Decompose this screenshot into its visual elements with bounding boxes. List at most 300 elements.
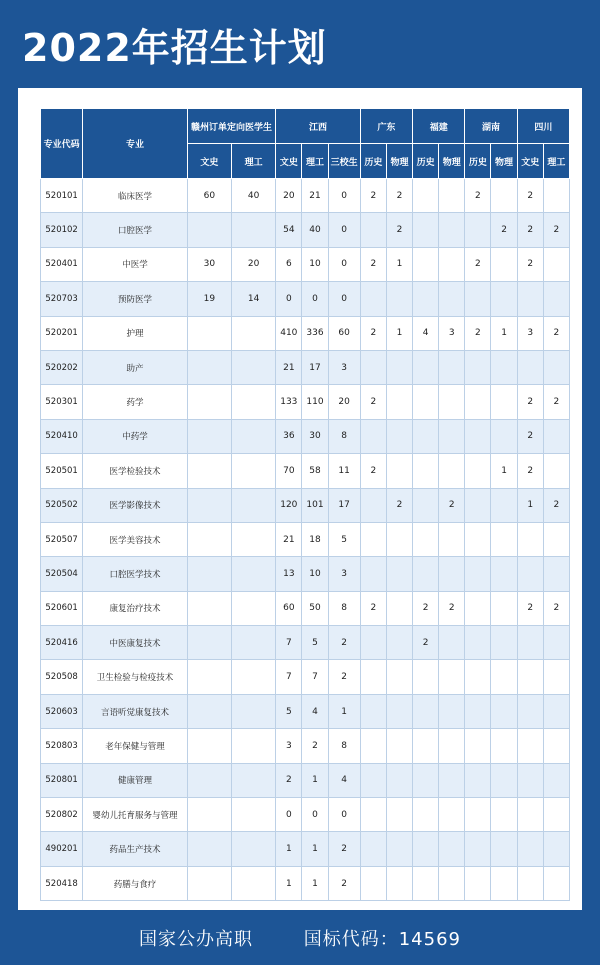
quota-cell: 2: [543, 316, 569, 350]
quota-cell: [439, 522, 465, 556]
quota-cell: [491, 591, 517, 625]
quota-cell: [232, 694, 276, 728]
quota-cell: [491, 660, 517, 694]
quota-cell: [187, 660, 231, 694]
quota-cell: [413, 213, 439, 247]
major-name-cell: 中医学: [83, 247, 188, 281]
quota-cell: 0: [276, 798, 302, 832]
quota-cell: 3: [328, 557, 360, 591]
quota-cell: [465, 488, 491, 522]
quota-cell: 20: [232, 247, 276, 281]
quota-cell: [386, 454, 412, 488]
quota-cell: 18: [302, 522, 328, 556]
quota-cell: 2: [360, 385, 386, 419]
quota-cell: 2: [386, 179, 412, 213]
quota-cell: 6: [276, 247, 302, 281]
page-title: 2022年招生计划: [22, 26, 327, 70]
quota-cell: [413, 350, 439, 384]
quota-cell: 60: [187, 179, 231, 213]
quota-cell: [386, 832, 412, 866]
major-code-cell: 520502: [41, 488, 83, 522]
quota-cell: [413, 798, 439, 832]
header-code: 专业代码: [41, 109, 83, 179]
quota-cell: [187, 591, 231, 625]
quota-cell: [413, 557, 439, 591]
major-name-cell: 医学美容技术: [83, 522, 188, 556]
quota-cell: [360, 488, 386, 522]
quota-cell: 2: [328, 660, 360, 694]
quota-cell: [491, 798, 517, 832]
quota-cell: [543, 660, 569, 694]
major-code-cell: 520508: [41, 660, 83, 694]
quota-cell: [491, 763, 517, 797]
quota-cell: [517, 660, 543, 694]
quota-cell: [517, 694, 543, 728]
quota-cell: 1: [386, 247, 412, 281]
header-group-guangdong: 广东: [360, 109, 412, 144]
quota-cell: 2: [360, 454, 386, 488]
quota-cell: 2: [328, 832, 360, 866]
quota-cell: [491, 729, 517, 763]
quota-cell: [543, 282, 569, 316]
quota-cell: 7: [302, 660, 328, 694]
quota-cell: [360, 557, 386, 591]
header-sub: 物理: [386, 144, 412, 179]
quota-cell: 2: [439, 488, 465, 522]
major-name-cell: 老年保健与管理: [83, 729, 188, 763]
quota-cell: 1: [328, 694, 360, 728]
quota-cell: 5: [328, 522, 360, 556]
quota-cell: [517, 763, 543, 797]
quota-cell: 2: [360, 247, 386, 281]
quota-cell: 2: [302, 729, 328, 763]
quota-cell: 2: [413, 626, 439, 660]
quota-cell: 3: [517, 316, 543, 350]
quota-cell: [232, 557, 276, 591]
quota-cell: 0: [328, 213, 360, 247]
quota-cell: [187, 694, 231, 728]
quota-cell: 2: [543, 385, 569, 419]
quota-cell: [439, 832, 465, 866]
quota-cell: [187, 866, 231, 900]
quota-cell: 17: [328, 488, 360, 522]
header-group-sichuan: 四川: [517, 109, 569, 144]
quota-cell: 7: [276, 626, 302, 660]
quota-cell: 8: [328, 729, 360, 763]
quota-cell: [439, 763, 465, 797]
quota-cell: [491, 282, 517, 316]
quota-cell: [465, 798, 491, 832]
quota-cell: [413, 660, 439, 694]
quota-cell: [187, 626, 231, 660]
table-row: [41, 763, 570, 797]
quota-cell: [360, 282, 386, 316]
quota-cell: [465, 522, 491, 556]
quota-cell: [543, 694, 569, 728]
quota-cell: 7: [276, 660, 302, 694]
quota-cell: [517, 832, 543, 866]
quota-cell: 1: [491, 316, 517, 350]
header-sub: 历史: [360, 144, 386, 179]
major-name-cell: 康复治疗技术: [83, 591, 188, 625]
quota-cell: 2: [465, 179, 491, 213]
quota-cell: [543, 763, 569, 797]
quota-cell: [491, 866, 517, 900]
quota-cell: [386, 522, 412, 556]
quota-cell: [543, 798, 569, 832]
major-code-cell: 520801: [41, 763, 83, 797]
quota-cell: [491, 522, 517, 556]
quota-cell: 2: [386, 488, 412, 522]
header-group-ganzhou: 赣州订单定向医学生: [187, 109, 275, 144]
quota-cell: [187, 419, 231, 453]
quota-cell: 2: [328, 866, 360, 900]
major-name-cell: 护理: [83, 316, 188, 350]
quota-cell: [413, 247, 439, 281]
quota-cell: 410: [276, 316, 302, 350]
quota-cell: [187, 385, 231, 419]
major-code-cell: 520202: [41, 350, 83, 384]
quota-cell: [439, 454, 465, 488]
quota-cell: 70: [276, 454, 302, 488]
quota-cell: [386, 350, 412, 384]
major-name-cell: 口腔医学技术: [83, 557, 188, 591]
quota-cell: 2: [276, 763, 302, 797]
table-body: [41, 179, 570, 901]
quota-cell: [360, 694, 386, 728]
table-row: [41, 660, 570, 694]
major-name-cell: 预防医学: [83, 282, 188, 316]
table-row: [41, 282, 570, 316]
quota-cell: 54: [276, 213, 302, 247]
quota-cell: [413, 282, 439, 316]
quota-cell: 2: [465, 316, 491, 350]
quota-cell: [465, 694, 491, 728]
quota-cell: 2: [360, 591, 386, 625]
quota-cell: 21: [302, 179, 328, 213]
quota-cell: 1: [386, 316, 412, 350]
quota-cell: 40: [232, 179, 276, 213]
header-major: 专业: [83, 109, 188, 179]
quota-cell: 0: [302, 798, 328, 832]
major-name-cell: 中医康复技术: [83, 626, 188, 660]
quota-cell: 0: [328, 798, 360, 832]
quota-cell: [439, 282, 465, 316]
header-sub: 理工: [543, 144, 569, 179]
quota-cell: [386, 660, 412, 694]
quota-cell: [386, 557, 412, 591]
header-sub: 文史: [187, 144, 231, 179]
quota-cell: 1: [491, 454, 517, 488]
major-code-cell: 520301: [41, 385, 83, 419]
major-code-cell: 520102: [41, 213, 83, 247]
major-name-cell: 健康管理: [83, 763, 188, 797]
quota-cell: 2: [517, 247, 543, 281]
quota-cell: 17: [302, 350, 328, 384]
quota-cell: [465, 213, 491, 247]
quota-cell: 2: [439, 591, 465, 625]
quota-cell: 336: [302, 316, 328, 350]
quota-cell: [439, 179, 465, 213]
quota-cell: [386, 694, 412, 728]
quota-cell: 2: [517, 419, 543, 453]
quota-cell: [413, 866, 439, 900]
quota-cell: 40: [302, 213, 328, 247]
quota-cell: [413, 179, 439, 213]
quota-cell: [386, 729, 412, 763]
quota-cell: 2: [413, 591, 439, 625]
table-row: [41, 729, 570, 763]
quota-cell: [187, 729, 231, 763]
quota-cell: [491, 557, 517, 591]
quota-cell: [232, 385, 276, 419]
quota-cell: [465, 282, 491, 316]
quota-cell: 3: [276, 729, 302, 763]
major-name-cell: 医学检验技术: [83, 454, 188, 488]
quota-cell: [439, 866, 465, 900]
table-row: [41, 557, 570, 591]
quota-cell: [517, 798, 543, 832]
table-row: [41, 350, 570, 384]
major-name-cell: 中药学: [83, 419, 188, 453]
quota-cell: 133: [276, 385, 302, 419]
quota-cell: [360, 763, 386, 797]
header-row-groups: [41, 109, 570, 144]
quota-cell: 3: [328, 350, 360, 384]
major-code-cell: 520201: [41, 316, 83, 350]
table-row: [41, 454, 570, 488]
quota-cell: [491, 350, 517, 384]
quota-cell: 3: [439, 316, 465, 350]
quota-cell: [465, 866, 491, 900]
quota-cell: [491, 247, 517, 281]
header-sub: 物理: [439, 144, 465, 179]
quota-cell: 0: [328, 247, 360, 281]
national-code: 国标代码：14569: [303, 929, 461, 950]
school-type: 国家公办高职: [139, 929, 253, 950]
quota-cell: [232, 316, 276, 350]
quota-cell: [465, 419, 491, 453]
major-code-cell: 520803: [41, 729, 83, 763]
quota-cell: 50: [302, 591, 328, 625]
quota-cell: [543, 626, 569, 660]
major-code-cell: 520418: [41, 866, 83, 900]
quota-cell: 0: [328, 282, 360, 316]
quota-cell: [439, 557, 465, 591]
quota-cell: 14: [232, 282, 276, 316]
quota-cell: [543, 832, 569, 866]
quota-cell: [491, 488, 517, 522]
quota-cell: [187, 798, 231, 832]
major-name-cell: 药品生产技术: [83, 832, 188, 866]
quota-cell: [386, 385, 412, 419]
quota-cell: [543, 247, 569, 281]
quota-cell: [232, 798, 276, 832]
quota-cell: 0: [328, 179, 360, 213]
major-name-cell: 医学影像技术: [83, 488, 188, 522]
quota-cell: 2: [517, 454, 543, 488]
major-code-cell: 520416: [41, 626, 83, 660]
quota-cell: [187, 316, 231, 350]
table-row: [41, 798, 570, 832]
quota-cell: [543, 350, 569, 384]
quota-cell: [543, 866, 569, 900]
quota-cell: [232, 350, 276, 384]
quota-cell: 1: [276, 866, 302, 900]
quota-cell: 21: [276, 522, 302, 556]
quota-cell: [413, 729, 439, 763]
quota-cell: [360, 419, 386, 453]
quota-cell: [360, 729, 386, 763]
table-row: [41, 591, 570, 625]
quota-cell: 0: [276, 282, 302, 316]
quota-cell: [360, 522, 386, 556]
major-name-cell: 言语听觉康复技术: [83, 694, 188, 728]
table-row: [41, 832, 570, 866]
major-code-cell: 520507: [41, 522, 83, 556]
plan-card: [18, 88, 582, 910]
quota-cell: [232, 866, 276, 900]
quota-cell: [465, 350, 491, 384]
major-code-cell: 520501: [41, 454, 83, 488]
footer: [0, 925, 600, 951]
quota-cell: [543, 729, 569, 763]
quota-cell: 2: [517, 213, 543, 247]
quota-cell: [439, 694, 465, 728]
major-code-cell: 490201: [41, 832, 83, 866]
quota-cell: [491, 419, 517, 453]
major-name-cell: 临床医学: [83, 179, 188, 213]
quota-cell: [232, 626, 276, 660]
quota-cell: 110: [302, 385, 328, 419]
major-name-cell: 药学: [83, 385, 188, 419]
quota-cell: 2: [517, 591, 543, 625]
quota-cell: [517, 729, 543, 763]
quota-cell: [360, 350, 386, 384]
quota-cell: [413, 832, 439, 866]
quota-cell: [187, 522, 231, 556]
header-group-fujian: 福建: [413, 109, 465, 144]
quota-cell: 20: [328, 385, 360, 419]
major-code-cell: 520101: [41, 179, 83, 213]
quota-cell: 5: [276, 694, 302, 728]
quota-cell: [439, 419, 465, 453]
quota-cell: [187, 454, 231, 488]
quota-cell: [386, 591, 412, 625]
quota-cell: 20: [276, 179, 302, 213]
quota-cell: [517, 866, 543, 900]
quota-cell: [232, 522, 276, 556]
quota-cell: 2: [491, 213, 517, 247]
table-row: [41, 522, 570, 556]
quota-cell: [465, 557, 491, 591]
quota-cell: 30: [302, 419, 328, 453]
quota-cell: [187, 213, 231, 247]
quota-cell: [386, 763, 412, 797]
major-name-cell: 婴幼儿托育服务与管理: [83, 798, 188, 832]
table-row: [41, 694, 570, 728]
quota-cell: [187, 350, 231, 384]
quota-cell: [187, 488, 231, 522]
quota-cell: 13: [276, 557, 302, 591]
quota-cell: [360, 660, 386, 694]
quota-cell: 1: [276, 832, 302, 866]
major-code-cell: 520802: [41, 798, 83, 832]
header-sub: 理工: [302, 144, 328, 179]
quota-cell: 60: [276, 591, 302, 625]
quota-cell: [543, 179, 569, 213]
quota-cell: 19: [187, 282, 231, 316]
quota-cell: [517, 282, 543, 316]
quota-cell: [232, 763, 276, 797]
quota-cell: [232, 213, 276, 247]
quota-cell: 1: [302, 832, 328, 866]
major-code-cell: 520504: [41, 557, 83, 591]
quota-cell: 10: [302, 247, 328, 281]
quota-cell: [386, 866, 412, 900]
quota-cell: 21: [276, 350, 302, 384]
major-name-cell: 助产: [83, 350, 188, 384]
major-code-cell: 520703: [41, 282, 83, 316]
quota-cell: 5: [302, 626, 328, 660]
table-row: [41, 385, 570, 419]
quota-cell: 2: [543, 488, 569, 522]
quota-cell: [232, 488, 276, 522]
quota-cell: 30: [187, 247, 231, 281]
quota-cell: 11: [328, 454, 360, 488]
header-group-hunan: 湖南: [465, 109, 517, 144]
quota-cell: [187, 763, 231, 797]
table-row: [41, 626, 570, 660]
quota-cell: [491, 694, 517, 728]
quota-cell: [386, 798, 412, 832]
quota-cell: [413, 522, 439, 556]
major-code-cell: 520401: [41, 247, 83, 281]
header-group-jiangxi: 江西: [276, 109, 360, 144]
quota-cell: [543, 522, 569, 556]
quota-cell: [360, 798, 386, 832]
quota-cell: 2: [517, 179, 543, 213]
table-row: [41, 488, 570, 522]
quota-cell: [386, 626, 412, 660]
quota-cell: [465, 591, 491, 625]
quota-cell: 4: [413, 316, 439, 350]
quota-cell: [232, 419, 276, 453]
header-sub: 三校生: [328, 144, 360, 179]
quota-cell: [543, 454, 569, 488]
quota-cell: 4: [328, 763, 360, 797]
quota-cell: 1: [517, 488, 543, 522]
quota-cell: [491, 832, 517, 866]
quota-cell: [543, 419, 569, 453]
quota-cell: [187, 832, 231, 866]
quota-cell: [517, 522, 543, 556]
quota-cell: 101: [302, 488, 328, 522]
quota-cell: 2: [328, 626, 360, 660]
quota-cell: [491, 179, 517, 213]
table-row: [41, 419, 570, 453]
quota-cell: 120: [276, 488, 302, 522]
quota-cell: [543, 557, 569, 591]
quota-cell: 4: [302, 694, 328, 728]
quota-cell: [360, 626, 386, 660]
quota-cell: [465, 626, 491, 660]
header-sub: 文史: [517, 144, 543, 179]
quota-cell: 10: [302, 557, 328, 591]
quota-cell: [517, 626, 543, 660]
quota-cell: 2: [543, 591, 569, 625]
quota-cell: [465, 454, 491, 488]
